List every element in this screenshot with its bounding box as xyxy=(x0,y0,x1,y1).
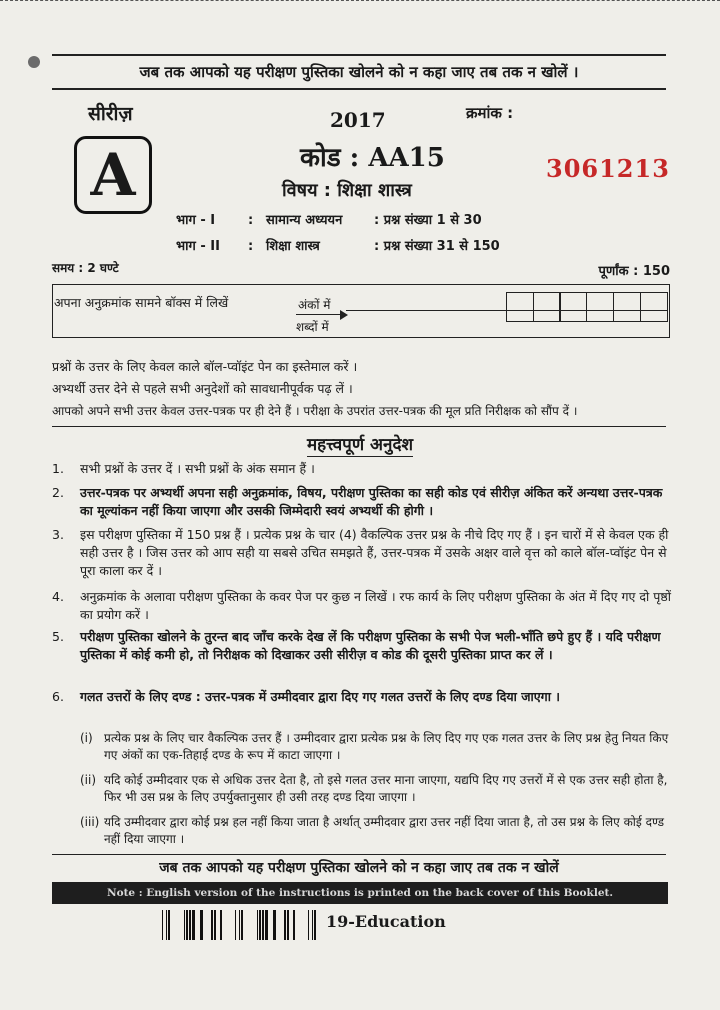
instruction-number: 3. xyxy=(52,527,64,542)
barcode-bar xyxy=(287,910,289,940)
barcode-bar xyxy=(293,910,295,940)
roll-digits-label: अंकों में xyxy=(298,298,331,312)
exam-year: 2017 xyxy=(330,108,386,132)
top-banner-rule xyxy=(52,88,666,90)
instruction-text: अनुक्रमांक के अलावा परीक्षण पुस्तिका के कवर पेज पर कुछ न लिखें । रफ कार्य के लिए परीक्षण पुस्तिका के अंत में दिए गए दो पृष्ठों का प्रयोग करें । xyxy=(80,589,671,622)
barcode-bar xyxy=(162,910,163,940)
part-2-colon: : xyxy=(248,239,254,254)
barcode-bar xyxy=(312,910,313,940)
instruction-1 xyxy=(52,460,672,478)
roll-digit-cell[interactable] xyxy=(559,292,587,322)
barcode-bar xyxy=(284,910,286,940)
part-2-name: भाग - II xyxy=(176,239,220,254)
barcode-bar xyxy=(211,910,213,940)
sub-instruction-number: (i) xyxy=(80,731,93,745)
barcode-bar xyxy=(265,910,268,940)
barcode-bar xyxy=(262,910,264,940)
barcode-bar xyxy=(214,910,216,940)
instruction-text: इस परीक्षण पुस्तिका में 150 प्रश्न हैं । प्रत्येक प्रश्न के चार (4) वैकल्पिक उत्तर प्रश्न के नीचे दिए गए हैं । इन चारों में से केवल एक ही सही उत्तर है । जिस उत्तर को आप सही या सबसे उचित समझते हैं, उत्तर-पत्रक में उसके अक्षर वाले वृत्त को काले बॉल-प्वॉइंट पेन से पूरा काला कर दें । xyxy=(80,527,669,578)
series-label: सीरीज़ xyxy=(88,103,133,125)
roll-digit-cells[interactable] xyxy=(506,292,666,322)
subject-code: 19-Education xyxy=(326,912,446,931)
barcode-bar xyxy=(192,910,195,940)
roll-number-label: अपना अनुक्रमांक सामने बॉक्स में लिखें xyxy=(54,295,229,310)
time-limit: समय : 2 घण्टे xyxy=(52,261,119,275)
instruction-text: उत्तर-पत्रक पर अभ्यर्थी अपना सही अनुक्रमांक, विषय, परीक्षण पुस्तिका का सही कोड एवं सीरीज़ अंकित करें अन्यथा उत्तर-पत्रक का मूल्यांकन नहीं किया जाएगा और उसकी जिम्मेदारी स्वयं अभ्यर्थी की होगी । xyxy=(80,485,663,518)
series-box: A xyxy=(74,136,152,214)
part-1-range: : प्रश्न संख्या 1 से 30 xyxy=(374,213,482,228)
instruction-number: 1. xyxy=(52,461,64,476)
bottom-banner-rule-top xyxy=(52,854,666,855)
barcode-bar xyxy=(273,910,276,940)
instruction-text: सभी प्रश्नों के उत्तर दें । सभी प्रश्नों के अंक समान हैं । xyxy=(80,461,315,476)
note-line-3: आपको अपने सभी उत्तर केवल उत्तर-पत्रक पर ही देने हैं । परीक्षा के उपरांत उत्तर-पत्रक की मूल प्रति निरीक्षक को सौंप दें । xyxy=(52,404,578,418)
roll-digit-cell[interactable] xyxy=(640,292,668,322)
part-1 xyxy=(176,210,482,228)
sub-instruction-number: (iii) xyxy=(80,815,100,829)
barcode-bar xyxy=(189,910,191,940)
total-marks: पूर्णांक : 150 xyxy=(598,264,670,279)
arrow-right-icon xyxy=(340,310,348,320)
instruction-4 xyxy=(52,588,672,624)
barcode-bar xyxy=(235,910,236,940)
sub-instruction-number: (ii) xyxy=(80,773,97,787)
top-rule xyxy=(52,54,666,56)
note-line-1: प्रश्नों के उत्तर के लिए केवल काले बॉल-प्वॉइंट पेन का इस्तेमाल करें । xyxy=(52,359,358,374)
booklet-code: कोड : AA15 xyxy=(300,143,445,173)
top-warning-banner: जब तक आपको यह परीक्षण पुस्तिका खोलने को न कहा जाए तब तक न खोलें । xyxy=(139,63,579,81)
roll-digit-cell[interactable] xyxy=(586,292,614,322)
instruction-text: परीक्षण पुस्तिका खोलने के तुरन्त बाद जाँच करके देख लें कि परीक्षण पुस्तिका के सभी पेज भली-भाँति छपे हुए हैं । यदि परीक्षण पुस्तिका में कोई कमी हो, तो निरीक्षक को दिखाकर उसी सीरीज़ व कोड की दूसरी पुस्तिका प्राप्त कर लें । xyxy=(80,629,661,662)
instruction-text: गलत उत्तरों के लिए दण्ड : उत्तर-पत्रक में उम्मीदवार द्वारा दिए गए गलत उत्तरों के लिए दण्ड दिया जाएगा । xyxy=(80,689,561,704)
sub-instruction-ii xyxy=(80,772,672,806)
instruction-number: 4. xyxy=(52,589,64,604)
part-1-name: भाग - I xyxy=(176,213,216,228)
notes-rule xyxy=(52,426,666,427)
barcode-bar xyxy=(259,910,261,940)
barcode-bar xyxy=(220,910,222,940)
bottom-warning-banner: जब तक आपको यह परीक्षण पुस्तिका खोलने को न कहा जाए तब तक न खोलें xyxy=(159,860,559,876)
barcode-bar xyxy=(166,910,167,940)
roll-digit-cell[interactable] xyxy=(613,292,641,322)
instructions-heading-text: महत्त्वपूर्ण अनुदेश xyxy=(306,435,414,455)
barcode-bar xyxy=(314,910,316,940)
barcode-bar xyxy=(186,910,188,940)
instruction-3 xyxy=(52,526,672,580)
barcode-bar xyxy=(241,910,243,940)
sub-instruction-text: यदि उम्मीदवार द्वारा कोई प्रश्न हल नहीं किया जाता है अर्थात् उम्मीदवार द्वारा उत्तर नहीं दिया जाता है, तो उस प्रश्न के लिए कोई दण्ड नहीं दिया जाएगा । xyxy=(104,815,665,846)
punch-hole xyxy=(28,56,40,68)
english-note-bar: Note : English version of the instructions is printed on the back cover of this Booklet. xyxy=(52,882,668,904)
part-1-title: सामान्य अध्ययन xyxy=(266,213,343,228)
instruction-5 xyxy=(52,628,672,664)
note-line-2: अभ्यर्थी उत्तर देने से पहले सभी अनुदेशों को सावधानीपूर्वक पढ़ लें । xyxy=(52,381,353,396)
serial-number: 3061213 xyxy=(546,154,670,183)
barcode-bar xyxy=(168,910,170,940)
sub-instruction-text: प्रत्येक प्रश्न के लिए चार वैकल्पिक उत्तर हैं । उम्मीदवार द्वारा प्रत्येक प्रश्न के लिए दिए गए एक गलत उत्तर के लिए प्रश्न हेतु नियत किए गए अंकों का एक-तिहाई दण्ड के रूप में काटा जाएगा । xyxy=(104,731,669,762)
barcode-bars xyxy=(162,910,316,940)
part-2 xyxy=(176,236,500,254)
barcode-bar xyxy=(257,910,258,940)
part-2-range: : प्रश्न संख्या 31 से 150 xyxy=(374,239,500,254)
part-2-title: शिक्षा शास्त्र xyxy=(266,239,320,254)
barcode-bar xyxy=(239,910,240,940)
kramank-label: क्रमांक : xyxy=(466,104,514,122)
barcode xyxy=(160,910,320,940)
sub-instruction-text: यदि कोई उम्मीदवार एक से अधिक उत्तर देता है, तो इसे गलत उत्तर माना जाएगा, यद्यपि दिए गए उत्तरों में से एक उत्तर सही होता है, फिर भी उस प्रश्न के लिए उपर्युक्तानुसार ही उसी तरह दण्ड दिया जाएगा । xyxy=(104,773,668,804)
arrow-line xyxy=(296,314,342,315)
barcode-bar xyxy=(200,910,203,940)
sub-instruction-iii xyxy=(80,814,672,848)
roll-digit-cell[interactable] xyxy=(506,292,534,322)
subject-title: विषय : शिक्षा शास्त्र xyxy=(282,180,412,201)
instruction-6 xyxy=(52,688,672,706)
roll-words-label: शब्दों में xyxy=(296,320,329,334)
roll-digit-cell[interactable] xyxy=(533,292,561,322)
instructions-heading xyxy=(0,432,720,455)
part-1-colon: : xyxy=(248,213,254,228)
bottom-banner-rule xyxy=(0,0,720,1)
instruction-2 xyxy=(52,484,672,520)
instruction-number: 6. xyxy=(52,689,64,704)
barcode-bar xyxy=(184,910,185,940)
barcode-bar xyxy=(308,910,309,940)
sub-instruction-i xyxy=(80,730,672,764)
instruction-number: 2. xyxy=(52,485,64,500)
instruction-number: 5. xyxy=(52,629,64,644)
